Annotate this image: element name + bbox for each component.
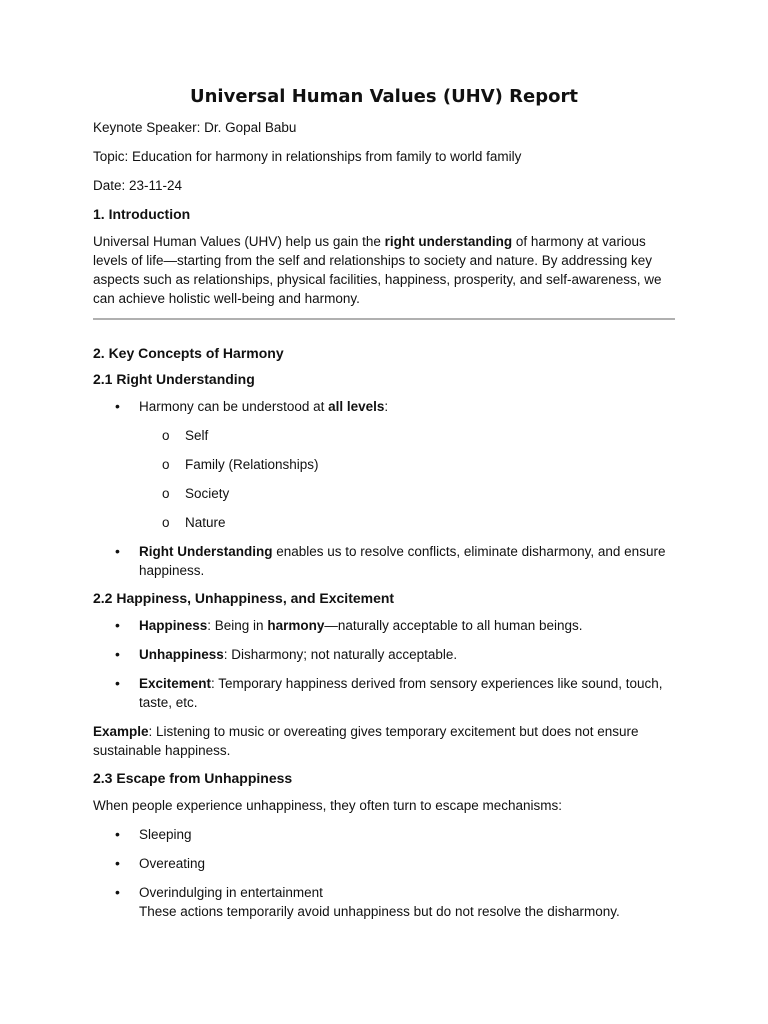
level-self: Self	[185, 428, 209, 443]
horizontal-rule	[93, 318, 675, 320]
report-title: Universal Human Values (UHV) Report	[190, 86, 578, 107]
right-understanding-list	[93, 397, 675, 580]
introduction-heading: 1. Introduction	[93, 206, 191, 222]
list-text: Overeating	[139, 856, 206, 871]
circle-bullet-icon: o	[162, 486, 170, 501]
introduction-paragraph	[93, 232, 675, 308]
sub-list-item	[139, 484, 675, 503]
list-text: Harmony can be understood at	[139, 399, 329, 414]
example-paragraph	[93, 722, 675, 760]
list-text: Sleeping	[139, 827, 192, 842]
list-item	[93, 645, 675, 664]
happiness-heading: 2.2 Happiness, Unhappiness, and Excitement	[93, 590, 395, 606]
circle-bullet-icon: o	[162, 428, 170, 443]
list-text-bold: Right Understanding	[139, 544, 273, 559]
list-text: : Disharmony; not naturally acceptable.	[223, 647, 458, 662]
list-text-bold: all levels	[328, 399, 385, 414]
list-text: :	[384, 399, 389, 414]
list-text-bold: Happiness	[139, 618, 208, 633]
keynote-speaker: Keynote Speaker: Dr. Gopal Babu	[93, 120, 297, 135]
list-item	[93, 616, 675, 635]
bullet-icon: •	[115, 826, 120, 842]
sub-list-item	[139, 513, 675, 532]
bullet-icon: •	[115, 855, 120, 871]
key-concepts-heading: 2. Key Concepts of Harmony	[93, 345, 284, 361]
list-item	[93, 825, 675, 844]
circle-bullet-icon: o	[162, 457, 170, 472]
bullet-icon: •	[115, 543, 120, 559]
list-item	[93, 883, 675, 921]
example-label: Example	[93, 724, 149, 739]
bullet-icon: •	[115, 675, 120, 691]
level-family: Family (Relationships)	[185, 457, 319, 472]
example-text: : Listening to music or overeating gives temporary excitement but does not ensure sustainable happiness.	[93, 724, 639, 758]
escape-note: These actions temporarily avoid unhappiness but do not resolve the disharmony.	[139, 904, 620, 919]
escape-list	[93, 825, 675, 921]
sub-list-item	[139, 426, 675, 445]
list-text-bold: harmony	[267, 618, 325, 633]
happiness-list	[93, 616, 675, 712]
list-text: : Temporary happiness derived from sensory experiences like sound, touch, taste, etc.	[139, 676, 663, 710]
sub-list-item	[139, 455, 675, 474]
intro-text-bold: right understanding	[384, 234, 513, 249]
bullet-icon: •	[115, 617, 120, 633]
intro-text-a: Universal Human Values (UHV) help us gain the	[93, 234, 385, 249]
date: Date: 23-11-24	[93, 178, 183, 193]
circle-bullet-icon: o	[162, 515, 170, 530]
bullet-icon: •	[115, 884, 120, 900]
list-text-bold: Excitement	[139, 676, 212, 691]
escape-intro: When people experience unhappiness, they often turn to escape mechanisms:	[93, 798, 563, 813]
list-item	[93, 674, 675, 712]
bullet-icon: •	[115, 646, 120, 662]
topic: Topic: Education for harmony in relationships from family to world family	[93, 149, 522, 164]
list-text: Overindulging in entertainment	[139, 885, 323, 900]
right-understanding-heading: 2.1 Right Understanding	[93, 371, 255, 387]
level-nature: Nature	[185, 515, 226, 530]
list-item	[93, 397, 675, 532]
list-text-bold: Unhappiness	[139, 647, 224, 662]
list-text: enables us to resolve conflicts, eliminate disharmony, and ensure happiness.	[139, 544, 666, 578]
intro-text-c: of harmony at various levels of life—starting from the self and relationships to society and nature. By addressing key aspects such as relationships, physical facilities, happiness, prosperity, and self-awareness, we can achieve holistic well-being and harmony.	[93, 234, 662, 306]
list-item	[93, 854, 675, 873]
list-text: : Being in	[207, 618, 268, 633]
list-text: —naturally acceptable to all human beings.	[324, 618, 583, 633]
escape-heading: 2.3 Escape from Unhappiness	[93, 770, 293, 786]
bullet-icon: •	[115, 398, 120, 414]
list-item	[93, 542, 675, 580]
levels-sublist	[139, 426, 675, 532]
level-society: Society	[185, 486, 230, 501]
